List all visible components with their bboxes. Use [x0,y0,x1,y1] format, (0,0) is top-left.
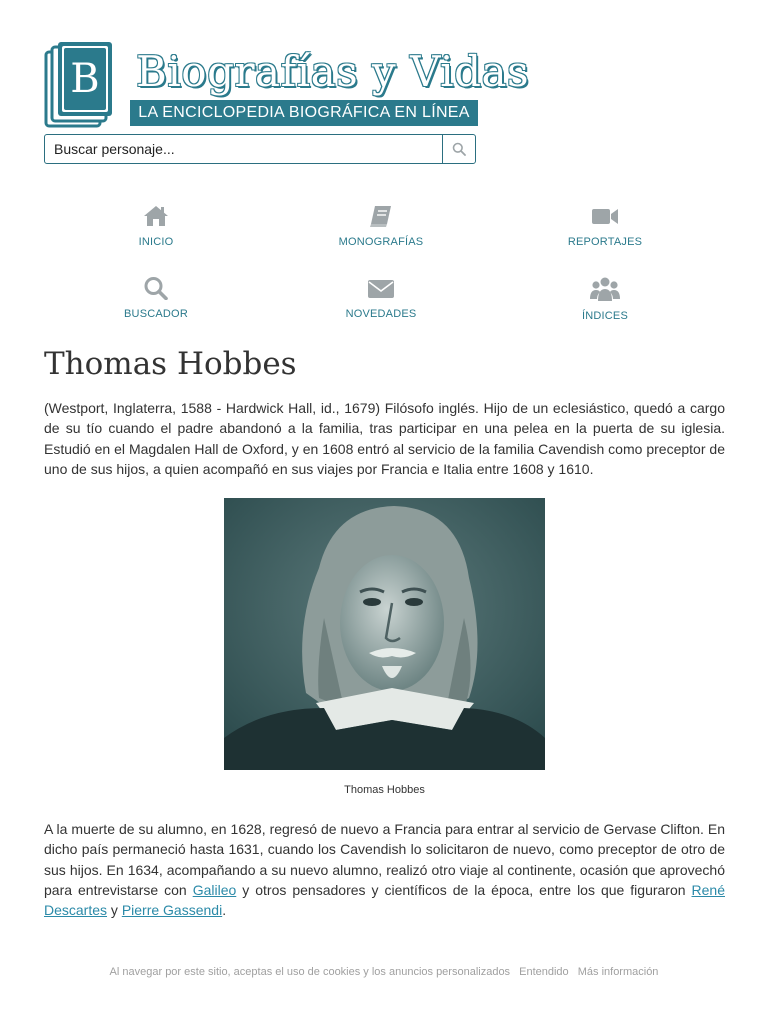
nav-item-reportajes[interactable] [495,204,715,260]
nav-item-indices[interactable] [495,276,715,332]
portrait-image [224,498,545,770]
search-box [44,134,476,164]
cookie-accept-button[interactable]: Entendido [519,966,569,978]
nav-item-buscador[interactable] [46,276,266,332]
users-icon [590,276,620,302]
nav-label: ÍNDICES [581,310,629,322]
logo-letter: B [70,56,100,102]
nav-label: BUSCADOR [124,308,188,320]
envelope-icon [367,276,395,300]
paragraph-text: A la muerte de su alumno, en 1628, regresó de nuevo a Francia para entrar al servicio de Gervase Clifton. En dicho país permaneció hasta 1631, cuando los Cavendish lo solicitaron de nuevo, como preceptor de otro de sus hijos. En 1634, acompañando a su nuevo alumno, realizó otro viaje al continente, ocasión que aprovechó para entrevistarse con [44,821,725,898]
article-paragraph-2 [44,819,725,920]
nav-label: REPORTAJES [567,236,643,248]
search-input[interactable] [45,135,443,163]
image-caption: Thomas Hobbes [344,784,425,796]
nav-label: INICIO [138,236,174,248]
cookie-more-info-link[interactable]: Más información [577,966,659,978]
page-title: Thomas Hobbes [44,346,297,382]
nav-label: MONOGRAFÍAS [338,236,424,248]
main-nav [44,200,724,330]
link-pierre-gassendi[interactable]: Pierre Gassendi [121,902,223,919]
search-button[interactable] [442,135,475,163]
logo-book-icon[interactable] [44,42,116,128]
site-header [44,42,530,132]
paragraph-text: . [222,902,227,919]
cookie-banner [0,966,768,978]
article-intro: (Westport, Inglaterra, 1588 - Hardwick Hall, id., 1679) Filósofo inglés. Hijo de un eclesiástico, quedó a cargo de su tío cuando el padre abandonó a la familia, tras participar en una pelea en la puerta de su iglesia. Estudió en el Magdalen Hall de Oxford, y en 1608 entró al servicio de la familia Cavendish como preceptor de uno de sus hijos, a quien acompañó en sus viajes por Francia e Italia entre 1608 y 1610. [44,400,725,477]
paragraph-text: y [107,902,122,919]
book-icon [368,204,394,228]
nav-item-inicio[interactable] [46,204,266,260]
link-rene-descartes[interactable]: René Descartes [44,881,725,919]
nav-item-novedades[interactable] [271,276,491,332]
video-camera-icon [591,204,619,228]
link-galileo[interactable]: Galileo [192,881,237,898]
search-icon [452,142,466,156]
nav-label: NOVEDADES [345,308,417,320]
brand-subtitle: LA ENCICLOPEDIA BIOGRÁFICA EN LÍNEA [130,100,478,126]
home-icon [143,204,169,228]
cookie-message: Al navegar por este sitio, aceptas el uso de cookies y los anuncios personalizados [109,966,511,978]
brand-title[interactable]: Biografías y Vidas [136,47,530,96]
paragraph-text: y otros pensadores y científicos de la época, entre los que figuraron [236,881,692,898]
nav-item-monografias[interactable] [271,204,491,260]
search-icon [143,276,169,300]
